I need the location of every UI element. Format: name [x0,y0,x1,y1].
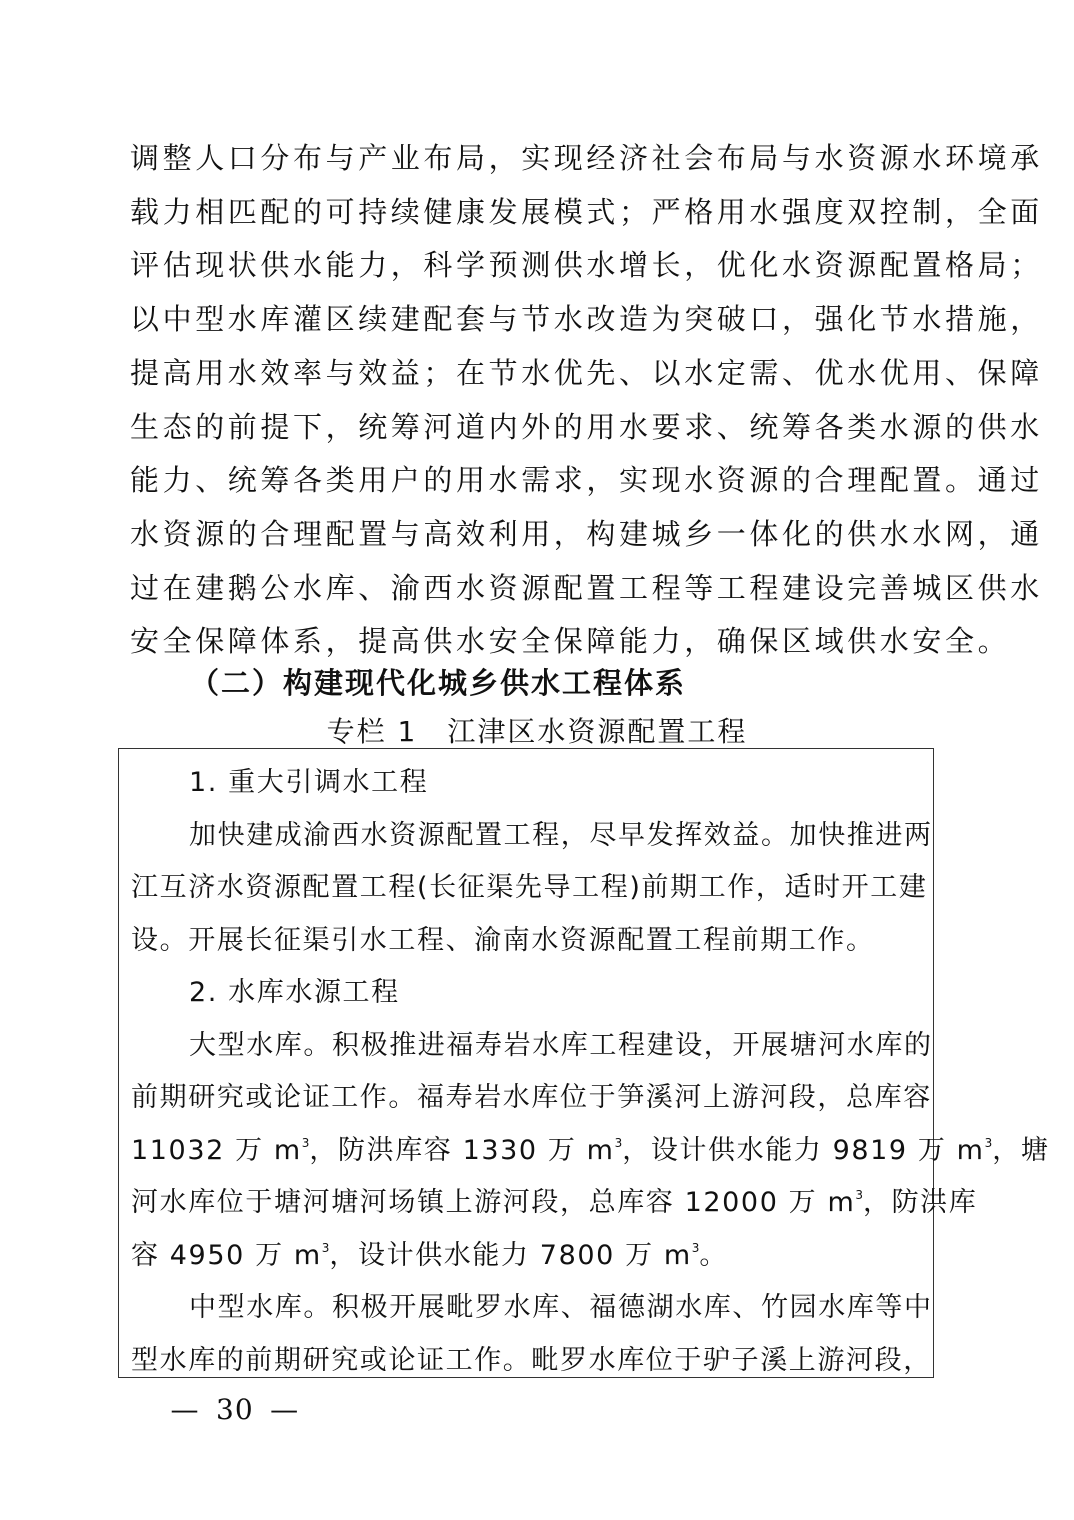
box-line: 大型水库。积极推进福寿岩水库工程建设，开展塘河水库的 [189,1029,933,1061]
body-line: 过在建鹅公水库、渝西水资源配置工程等工程建设完善城区供水 [130,570,1043,605]
box-heading-reservoir: 2. 水库水源工程 [189,977,400,1008]
text-run: ，防洪库容 1330 万 m [309,1134,615,1166]
page-number-value: 30 [216,1393,254,1426]
box-line [131,1230,921,1283]
box-line: 中型水库。积极开展毗罗水库、福德湖水库、竹园水库等中 [189,1292,933,1323]
box-line: 设。开展长征渠引水工程、渝南水资源配置工程前期工作。 [131,924,875,956]
superscript: 3 [301,1135,310,1150]
box-line: 江互济水资源配置工程(长征渠先导工程)前期工作，适时开工建 [131,872,928,903]
section-heading: （二）构建现代化城乡供水工程体系 [190,666,687,700]
body-line: 生态的前提下，统筹河道内外的用水要求、统筹各类水源的供水 [130,409,1043,444]
text-run: ，塘 [992,1134,1050,1166]
box-title [0,712,1074,752]
box-title-text: 江津区水资源配置工程 [447,715,748,748]
superscript: 3 [984,1135,993,1150]
box-line: 型水库的前期研究或论证工作。毗罗水库位于驴子溪上游河段， [131,1344,932,1376]
body-paragraph [130,132,1043,669]
box-line: 加快建成渝西水资源配置工程，尽早发挥效益。加快推进两 [189,819,933,851]
column-box-content [131,757,1050,1387]
page-number [168,1390,302,1430]
box-title-prefix: 专栏 1 [326,715,418,748]
body-line: 安全保障体系，提高供水安全保障能力，确保区域供水安全。 [130,624,1011,659]
box-heading-major-diversion: 1. 重大引调水工程 [189,767,429,798]
body-line: 能力、统筹各类用户的用水需求，实现水资源的合理配置。通过 [130,463,1043,498]
column-box [118,748,1050,1378]
body-line: 水资源的合理配置与高效利用，构建城乡一体化的供水水网，通 [130,516,1043,551]
body-line: 提高用水效率与效益；在节水优先、以水定需、优水优用、保障 [130,355,1043,390]
superscript: 3 [691,1240,700,1255]
body-line: 评估现状供水能力，科学预测供水增长，优化水资源配置格局； [130,248,1043,283]
box-line: 前期研究或论证工作。福寿岩水库位于笋溪河上游河段，总库容 [131,1082,932,1113]
body-line: 载力相匹配的可持续健康发展模式；严格用水强度双控制，全面 [130,194,1043,229]
body-line: 调整人口分布与产业布局，实现经济社会布局与水资源水环境承 [130,141,1043,175]
box-line [131,1125,1050,1178]
text-run: 容 4950 万 m [131,1239,322,1271]
text-run: 河水库位于塘河塘河场镇上游河段，总库容 12000 万 m [131,1187,856,1218]
superscript: 3 [614,1135,623,1150]
superscript: 3 [855,1188,863,1202]
page-dash-left: — [170,1393,200,1426]
superscript: 3 [321,1240,330,1255]
page-dash-right: — [270,1393,300,1426]
text-run: ，设计供水能力 7800 万 m [329,1239,692,1271]
box-line [131,1177,978,1230]
text-run: 11032 万 m [131,1134,302,1166]
body-line: 以中型水库灌区续建配套与节水改造为突破口，强化节水措施， [130,302,1043,337]
text-run: ，设计供水能力 9819 万 m [622,1134,985,1166]
text-run: ，防洪库 [862,1187,978,1218]
text-run: 。 [699,1239,729,1271]
